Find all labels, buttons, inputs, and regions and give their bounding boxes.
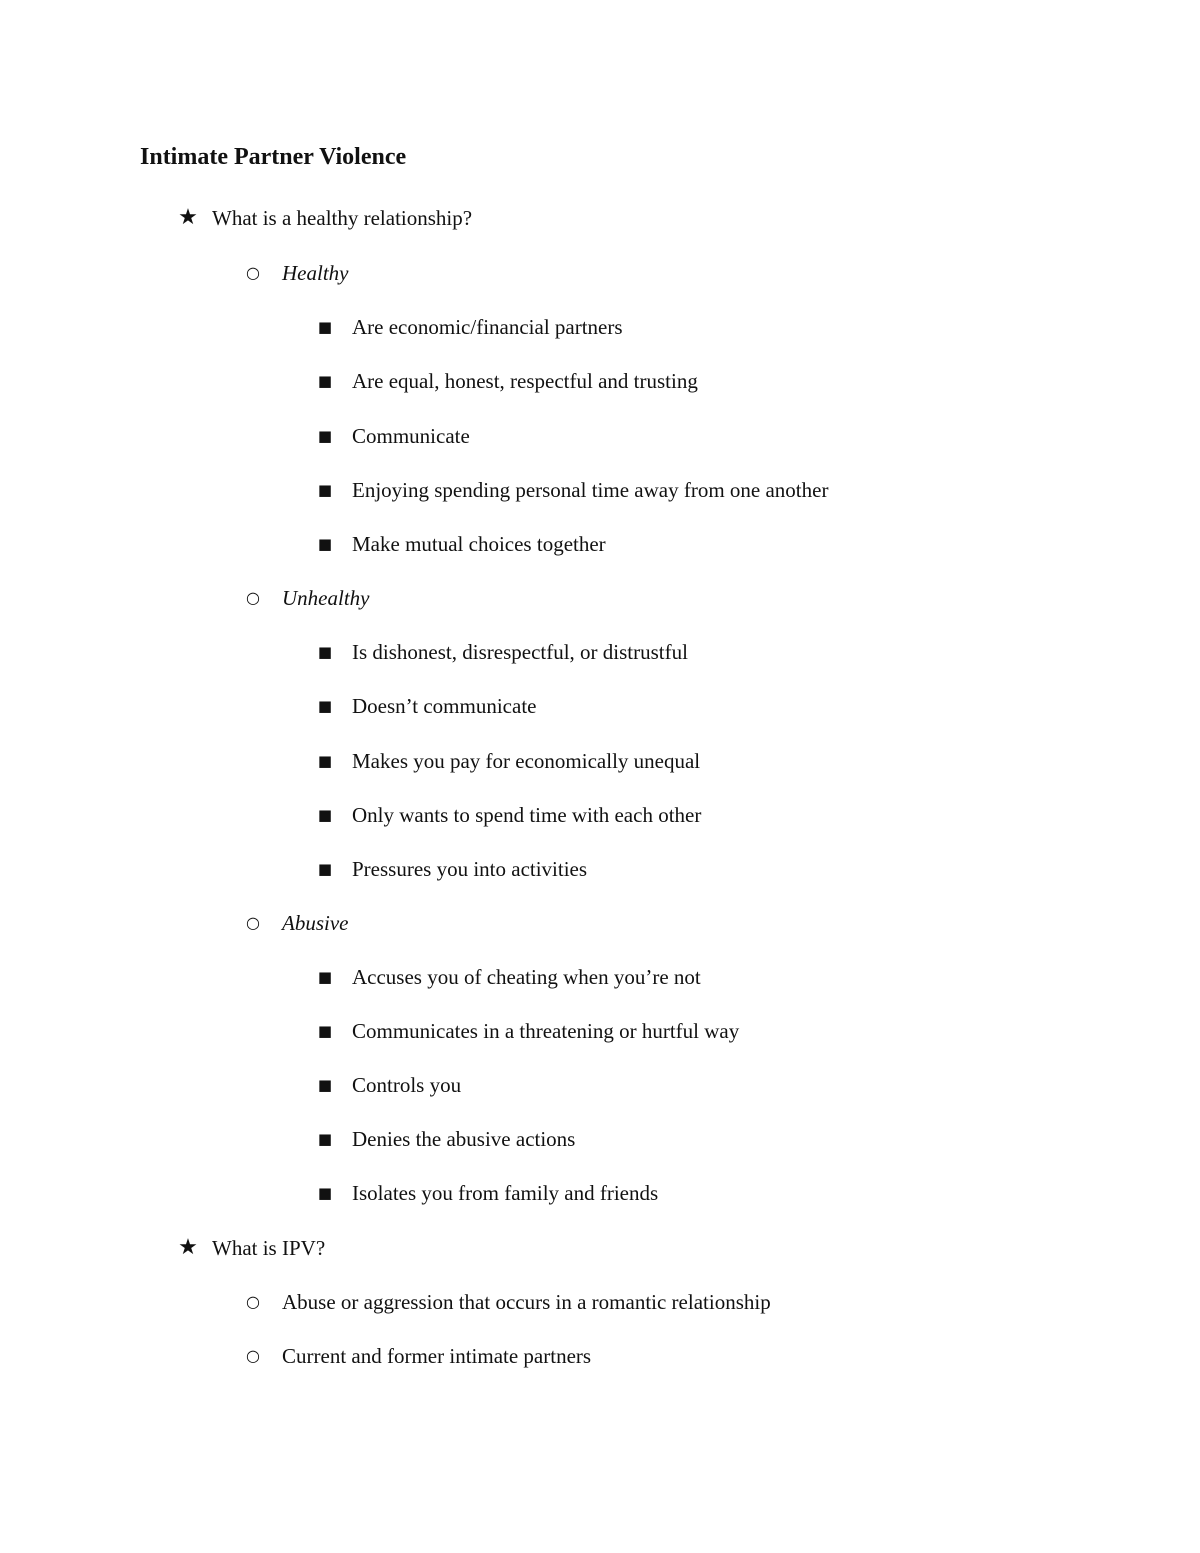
star-bullet-icon: ★	[178, 1235, 198, 1260]
list-item-text: Enjoying spending personal time away from one another	[352, 478, 829, 502]
square-bullet-icon: ■	[317, 318, 333, 336]
circle-bullet-icon: ○	[246, 263, 260, 282]
circle-bullet-icon: ○	[246, 588, 260, 607]
square-bullet-icon: ■	[317, 1184, 333, 1202]
square-bullet-icon: ■	[317, 1076, 333, 1094]
list-item-text: Controls you	[352, 1073, 462, 1097]
list-item-text: Are equal, honest, respectful and trusting	[352, 369, 698, 393]
square-bullet-icon: ■	[317, 697, 333, 715]
list-item-text: Communicate	[352, 424, 470, 448]
list-item-text: Doesn’t communicate	[352, 694, 537, 718]
list-item-text: Only wants to spend time with each other	[352, 803, 702, 827]
list-item-text: Pressures you into activities	[352, 857, 588, 881]
list-item-text: Is dishonest, disrespectful, or distrustful	[352, 640, 688, 664]
square-bullet-icon: ■	[317, 481, 333, 499]
square-bullet-icon: ■	[317, 643, 333, 661]
list-item-text: Abuse or aggression that occurs in a romantic relationship	[282, 1290, 771, 1314]
circle-bullet-icon: ○	[246, 1346, 260, 1365]
square-bullet-icon: ■	[317, 968, 333, 986]
circle-bullet-icon: ○	[246, 913, 260, 932]
list-item-text: Makes you pay for economically unequal	[352, 749, 701, 773]
circle-bullet-icon: ○	[246, 1292, 260, 1311]
section-heading-text: What is IPV?	[212, 1236, 326, 1260]
group-label-text: Healthy	[282, 261, 349, 285]
list-item-text: Communicates in a threatening or hurtful way	[352, 1019, 740, 1043]
list-item-text: Isolates you from family and friends	[352, 1181, 659, 1205]
list-item-text: Denies the abusive actions	[352, 1127, 576, 1151]
list-item-text: Current and former intimate partners	[282, 1344, 592, 1368]
square-bullet-icon: ■	[317, 860, 333, 878]
square-bullet-icon: ■	[317, 535, 333, 553]
list-item-text: Are economic/financial partners	[352, 315, 623, 339]
square-bullet-icon: ■	[317, 1130, 333, 1148]
square-bullet-icon: ■	[317, 752, 333, 770]
square-bullet-icon: ■	[317, 806, 333, 824]
group-label-text: Abusive	[282, 911, 349, 935]
group-label-text: Unhealthy	[282, 586, 370, 610]
square-bullet-icon: ■	[317, 427, 333, 445]
square-bullet-icon: ■	[317, 372, 333, 390]
list-item-text: Make mutual choices together	[352, 532, 606, 556]
square-bullet-icon: ■	[317, 1022, 333, 1040]
list-item-text: Accuses you of cheating when you’re not	[352, 965, 701, 989]
section-heading-text: What is a healthy relationship?	[212, 206, 473, 230]
star-bullet-icon: ★	[178, 205, 198, 230]
document-title: Intimate Partner Violence	[140, 144, 407, 170]
